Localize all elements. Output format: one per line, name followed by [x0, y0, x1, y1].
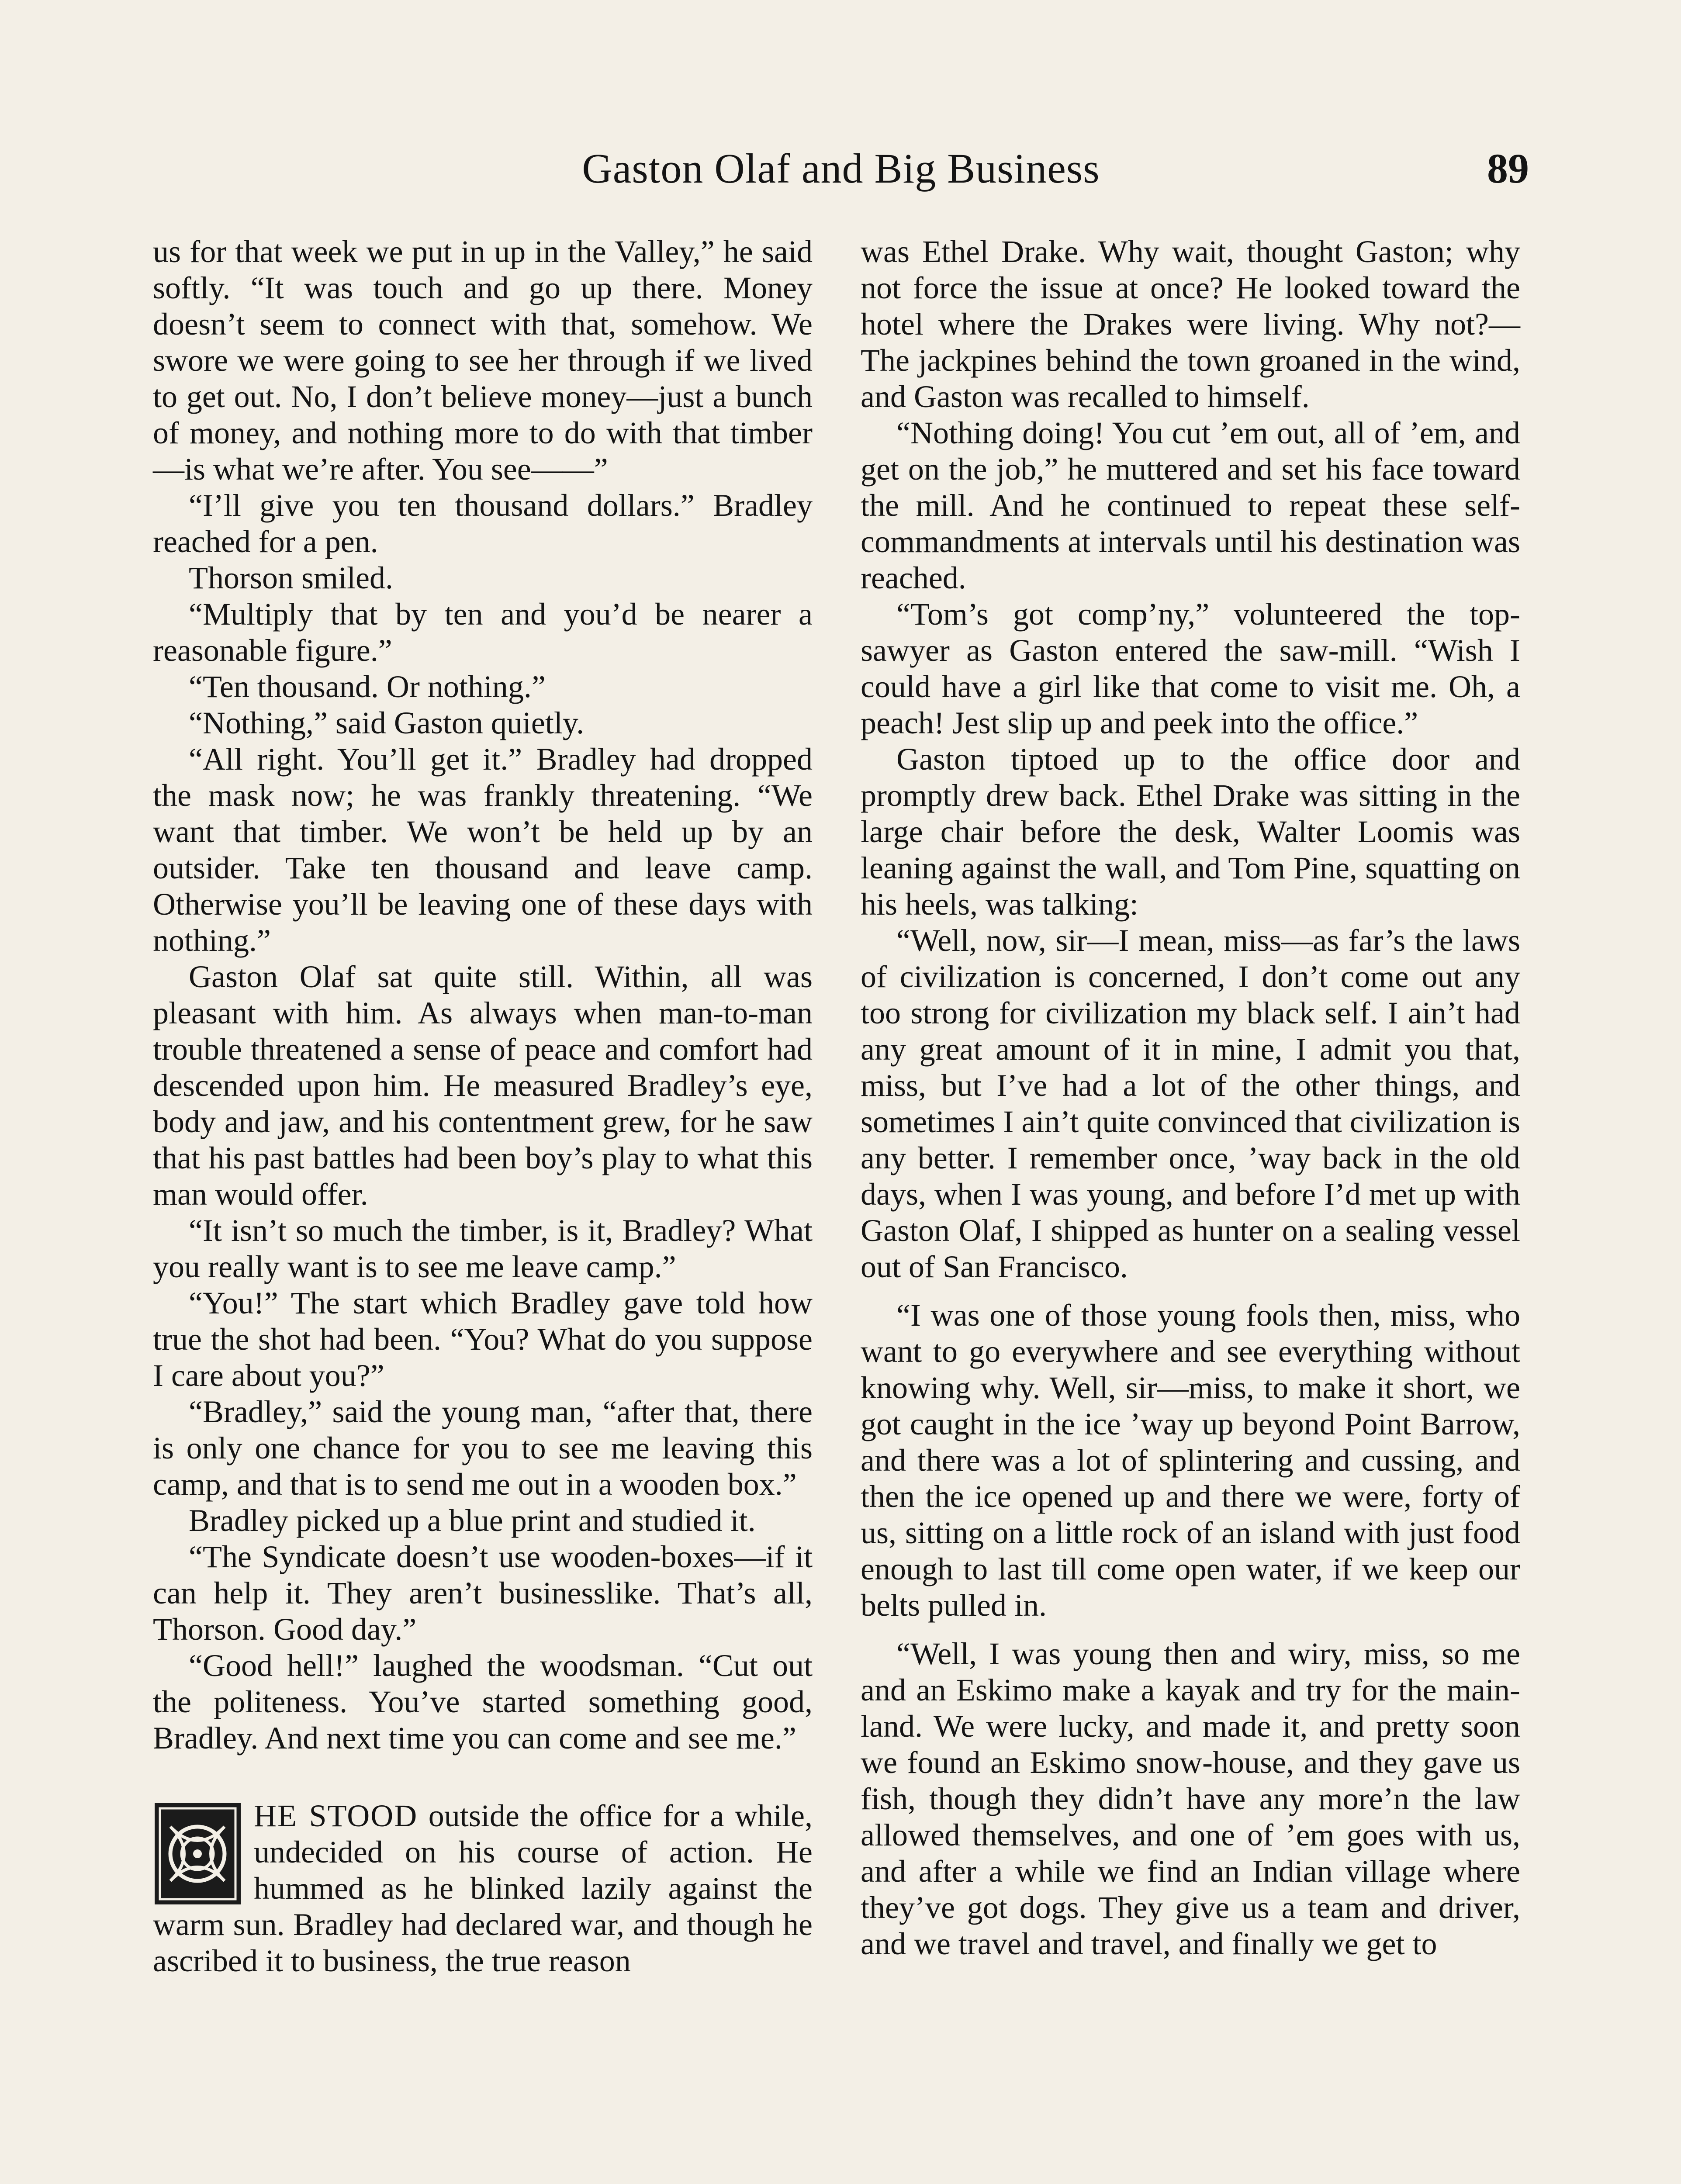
- page-number: 89: [1487, 145, 1529, 192]
- paragraph: Gaston Olaf sat quite still. Within, all was pleasant with him. As always when man-to-man trouble threatened a sense of peace and comfort had descended upon him. He measured Bradley’s eye, body and jaw, and his contentment grew, for he saw that his past battles had been boy’s play to what this man would offer.: [153, 959, 813, 1212]
- left-column: [153, 234, 813, 1979]
- paragraph: “Well, I was young then and wiry, miss, so me and an Eskimo make a kayak and try for the main-land. We were lucky, and made it, and pretty soon we found an Eskimo snow-house, and they gave us fish, though they didn’t have any more’n the law allowed themselves, and one of ’em goes with us, and after a while we find an Indian village where they’ve got dogs. They give us a team and driver, and we travel and travel, and finally we get to: [861, 1636, 1520, 1961]
- paragraph: “Multiply that by ten and you’d be nearer a reasonable figure.”: [153, 597, 813, 668]
- paragraph: us for that week we put in up in the Valley,” he said softly. “It was touch and go up there. Money doesn’t seem to connect with that, somehow. We swore we were going to see her through if we lived to get out. No, I don’t believe money—just a bunch of money, and nothing more to do with that timber—is what we’re after. You see——”: [153, 234, 813, 487]
- paragraph: “Ten thousand. Or nothing.”: [189, 669, 546, 704]
- paragraph: “I’ll give you ten thousand dollars.” Bradley reached for a pen.: [153, 488, 813, 559]
- paragraph: “The Syndicate doesn’t use wooden-boxes—if it can help it. They aren’t businesslike. That’s all, Thorson. Good day.”: [153, 1539, 813, 1647]
- paragraph: “Bradley,” said the young man, “after that, there is only one chance for you to see me leaving this camp, and that is to send me out in a wooden box.”: [153, 1394, 813, 1502]
- paragraph: was Ethel Drake. Why wait, thought Gaston; why not force the issue at once? He looked toward the hotel where the Drakes were living. Why not?—The jackpines behind the town groaned in the wind, and Gaston was recalled to himself.: [861, 234, 1520, 414]
- right-column: [861, 234, 1520, 1962]
- paragraph: “Tom’s got comp’ny,” volunteered the top-sawyer as Gaston entered the saw-mill. “Wish I could have a girl like that come to visit me. Oh, a peach! Jest slip up and peek into the office.”: [861, 597, 1520, 740]
- running-head: Gaston Olaf and Big Business: [582, 145, 1100, 192]
- paragraph: Gaston tiptoed up to the office door and promptly drew back. Ethel Drake was sitting in the large chair before the desk, Walter Loomis was leaning against the wall, and Tom Pine, squatting on his heels, was talking:: [861, 742, 1520, 922]
- paragraph: “It isn’t so much the timber, is it, Bradley? What you really want is to see me leave camp.”: [153, 1213, 813, 1284]
- section-text: outside the office for a while, undecided on his course of action. He hummed as he blinked lazily against the warm sun. Bradley had declared war, and though he ascribed it to business, the true reason: [153, 1798, 813, 1978]
- page-header: [153, 131, 1529, 218]
- paragraph: Thorson smiled.: [189, 560, 393, 595]
- paragraph: “Well, now, sir—I mean, miss—as far’s the laws of civilization is concerned, I don’t come out any too strong for civilization my black self. I ain’t had any great amount of it in mine, I admit you that, miss, but I’ve had a lot of the other things, and sometimes I ain’t quite convinced that civilization is any better. I remember once, ’way back in the old days, when I was young, and before I’d met up with Gaston Olaf, I shipped as hunter on a sealing vessel out of San Francisco.: [861, 923, 1520, 1284]
- section-lead-in: HE STOOD: [254, 1798, 418, 1833]
- paragraph: “Nothing,” said Gaston quietly.: [189, 705, 585, 740]
- paragraph: “I was one of those young fools then, miss, who want to go everywhere and see everything without knowing why. Well, sir—miss, to make it short, we got caught in the ice ’way up beyond Point Barrow, and there was a lot of splintering and cussing, and then the ice opened up and there we were, forty of us, sitting on a little rock of an island with just food enough to last till come open water, if we keep our belts pulled in.: [861, 1298, 1520, 1623]
- paragraph: Bradley picked up a blue print and studied it.: [189, 1503, 756, 1538]
- ornamental-knot-icon: [153, 1801, 242, 1906]
- section-break: [153, 1798, 813, 1979]
- paragraph: “All right. You’ll get it.” Bradley had dropped the mask now; he was frankly threatening. “We want that timber. We won’t be held up by an outsider. Take ten thousand and leave camp. Otherwise you’ll be leaving one of these days with nothing.”: [153, 742, 813, 958]
- paragraph: “You!” The start which Bradley gave told how true the shot had been. “You? What do you suppose I care about you?”: [153, 1286, 813, 1393]
- section-opening-paragraph: [153, 1798, 813, 1979]
- paragraph: “Good hell!” laughed the woodsman. “Cut out the politeness. You’ve started something good, Bradley. And next time you can come and see me.”: [153, 1648, 813, 1755]
- paragraph: “Nothing doing! You cut ’em out, all of ’em, and get on the job,” he muttered and set his face toward the mill. And he continued to repeat these self-commandments at intervals until his destination was reached.: [861, 415, 1520, 595]
